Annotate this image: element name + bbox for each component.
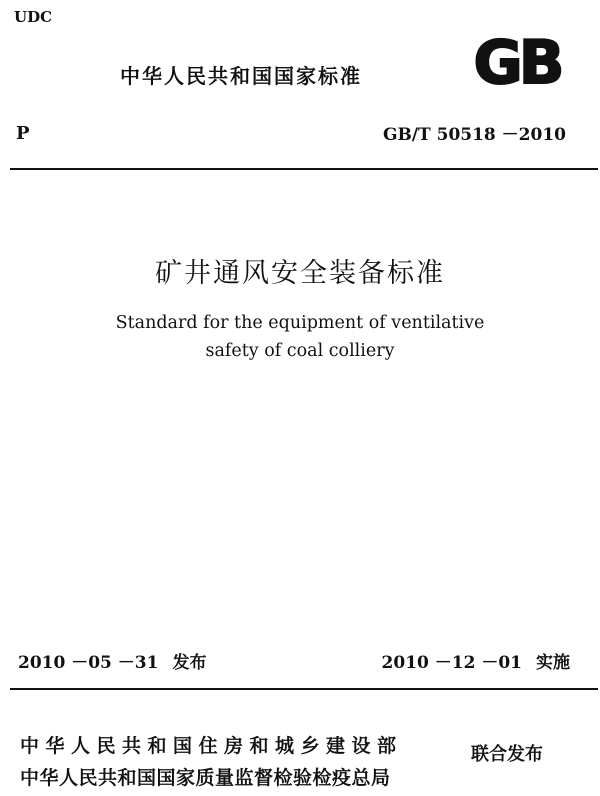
gb-logo: [462, 28, 572, 90]
national-standard-title: 中华人民共和国国家标准: [120, 64, 362, 88]
issuer-ministry-housing: 中华人民共和国住房和城乡建设部: [20, 735, 403, 757]
gb-logo-text: GB: [473, 28, 561, 90]
implement-date-group: [382, 648, 570, 673]
bottom-divider: [10, 688, 598, 690]
publish-label: 发布: [172, 653, 207, 673]
document-title-chinese: 矿井通风安全装备标准: [155, 258, 445, 289]
publish-date-group: [18, 648, 206, 673]
document-title-english: [0, 309, 600, 365]
implement-date: 2010 －12 －01: [381, 653, 522, 673]
top-divider: [10, 168, 598, 170]
english-title-line-1: Standard for the equipment of ventilative: [115, 313, 485, 333]
implement-label: 实施: [536, 653, 570, 673]
english-title-line-2: safety of coal colliery: [205, 341, 395, 361]
publish-date: 2010 －05 －31: [18, 653, 159, 673]
standard-number: GB/T 50518 －2010: [382, 125, 566, 145]
classification-code: P: [16, 123, 30, 144]
joint-issue-label: 联合发布: [471, 744, 543, 765]
udc-label: UDC: [14, 8, 53, 26]
issuer-aqsiq: 中华人民共和国国家质量监督检验检疫总局: [20, 767, 391, 789]
issuing-authorities: [20, 730, 403, 794]
